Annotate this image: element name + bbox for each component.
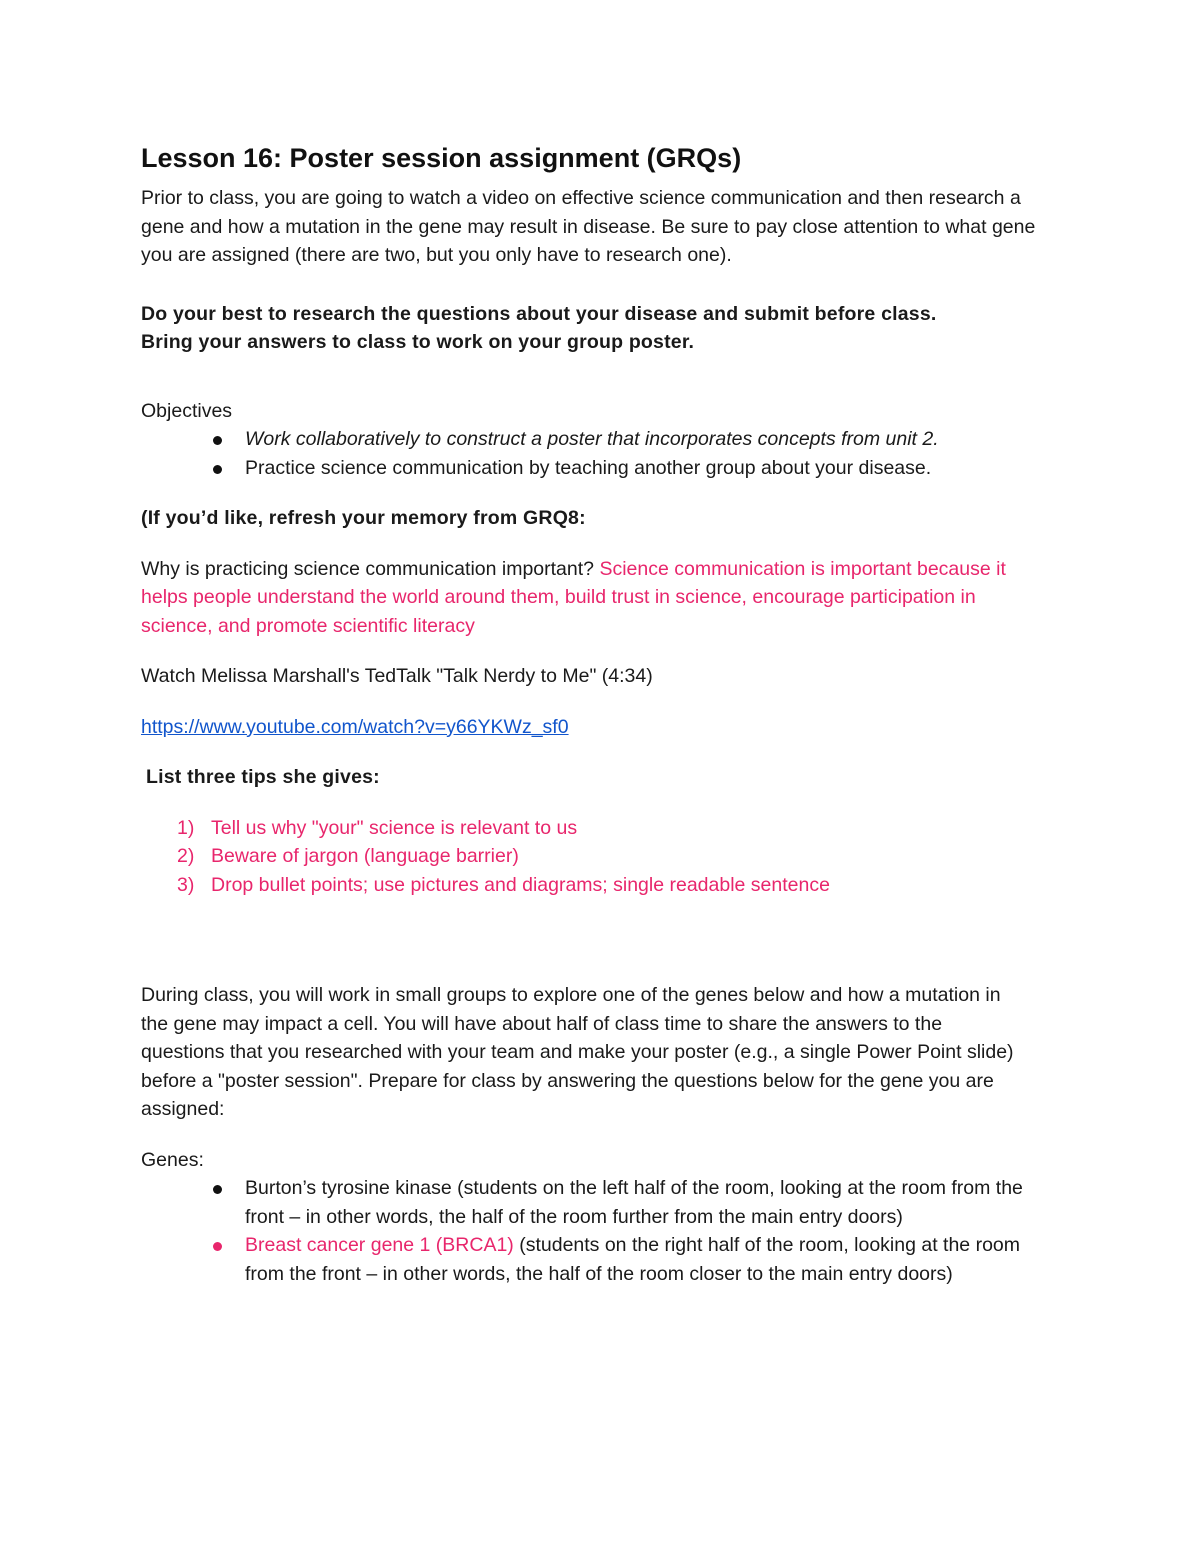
- genes-heading: Genes:: [141, 1148, 204, 1171]
- gene-name: Burton’s tyrosine kinase: [245, 1177, 452, 1199]
- gene-detail: (students on the right half of the room, looking at the room from the front – in other words, the half of the room closer to the main entry doors): [245, 1234, 1020, 1285]
- objectives-heading: Objectives: [141, 399, 233, 422]
- bullet-icon: [213, 465, 222, 474]
- answer-text: Science communication is important because it helps people understand the world around them, build trust in science, encourage participation in science, and promote scientific literacy: [141, 557, 1006, 637]
- refresh-note: (If you’d like, refresh your memory from GRQ8:: [141, 507, 586, 529]
- bullet-icon: [213, 1242, 222, 1251]
- tip-number: 2): [177, 845, 195, 867]
- gene-detail: (students on the left half of the room, looking at the room from the front – in other words, the half of the room further from the main entry doors): [245, 1177, 1023, 1228]
- tip-number: 3): [177, 873, 195, 896]
- tip-text: Drop bullet points; use pictures and diagrams; single readable sentence: [211, 873, 830, 896]
- bullet-icon: [213, 1185, 222, 1194]
- question-text: Why is practicing science communication important?: [141, 557, 595, 580]
- intro-paragraph: Prior to class, you are going to watch a video on effective science communication and then research a gene and how a mutation in the gene may result in disease. Be sure to pay close attention to what gene you are assigned (there are two, but you only have to research one).: [141, 187, 1036, 266]
- question-answer-paragraph: [141, 555, 1051, 641]
- document-page: [141, 140, 1051, 1288]
- video-link[interactable]: https://www.youtube.com/watch?v=y66YKWz_sf0: [141, 715, 569, 738]
- tip-number: 1): [177, 816, 195, 839]
- during-class-paragraph: During class, you will work in small groups to explore one of the genes below and how a mutation in the gene may impact a cell. You will have about half of class time to share the answers to the questions that you researched with your team and make your poster (e.g., a single Power Point slide) before a "poster session". Prepare for class by answering the questions below for the gene you are assigned:: [141, 984, 1014, 1120]
- genes-list: [141, 1174, 1051, 1288]
- tips-heading: List three tips she gives:: [146, 766, 380, 788]
- watch-line: Watch Melissa Marshall's TedTalk "Talk Nerdy to Me" (4:34): [141, 665, 653, 687]
- list-item: [211, 454, 1051, 483]
- bullet-icon: [213, 436, 222, 445]
- list-item: [177, 842, 1051, 871]
- instruction-line-1: Do your best to research the questions about your disease and submit before class.: [141, 302, 937, 325]
- list-item: [211, 1231, 1051, 1288]
- tip-text: Beware of jargon (language barrier): [211, 845, 519, 867]
- tip-text: Tell us why "your" science is relevant to us: [211, 816, 578, 839]
- list-item: [177, 814, 1051, 843]
- objective-text: Practice science communication by teaching another group about your disease.: [245, 456, 932, 479]
- objectives-list: [141, 425, 1051, 482]
- gene-name: Breast cancer gene 1 (BRCA1): [245, 1234, 514, 1256]
- tips-list: [141, 814, 1051, 900]
- objective-text: Work collaboratively to construct a poster that incorporates concepts from unit 2.: [245, 428, 939, 450]
- list-item: [211, 1174, 1051, 1231]
- list-item: [211, 425, 1051, 454]
- list-item: [177, 871, 1051, 900]
- instruction-line-2: Bring your answers to class to work on your group poster.: [141, 331, 695, 353]
- page-title: Lesson 16: Poster session assignment (GRQs): [141, 143, 742, 173]
